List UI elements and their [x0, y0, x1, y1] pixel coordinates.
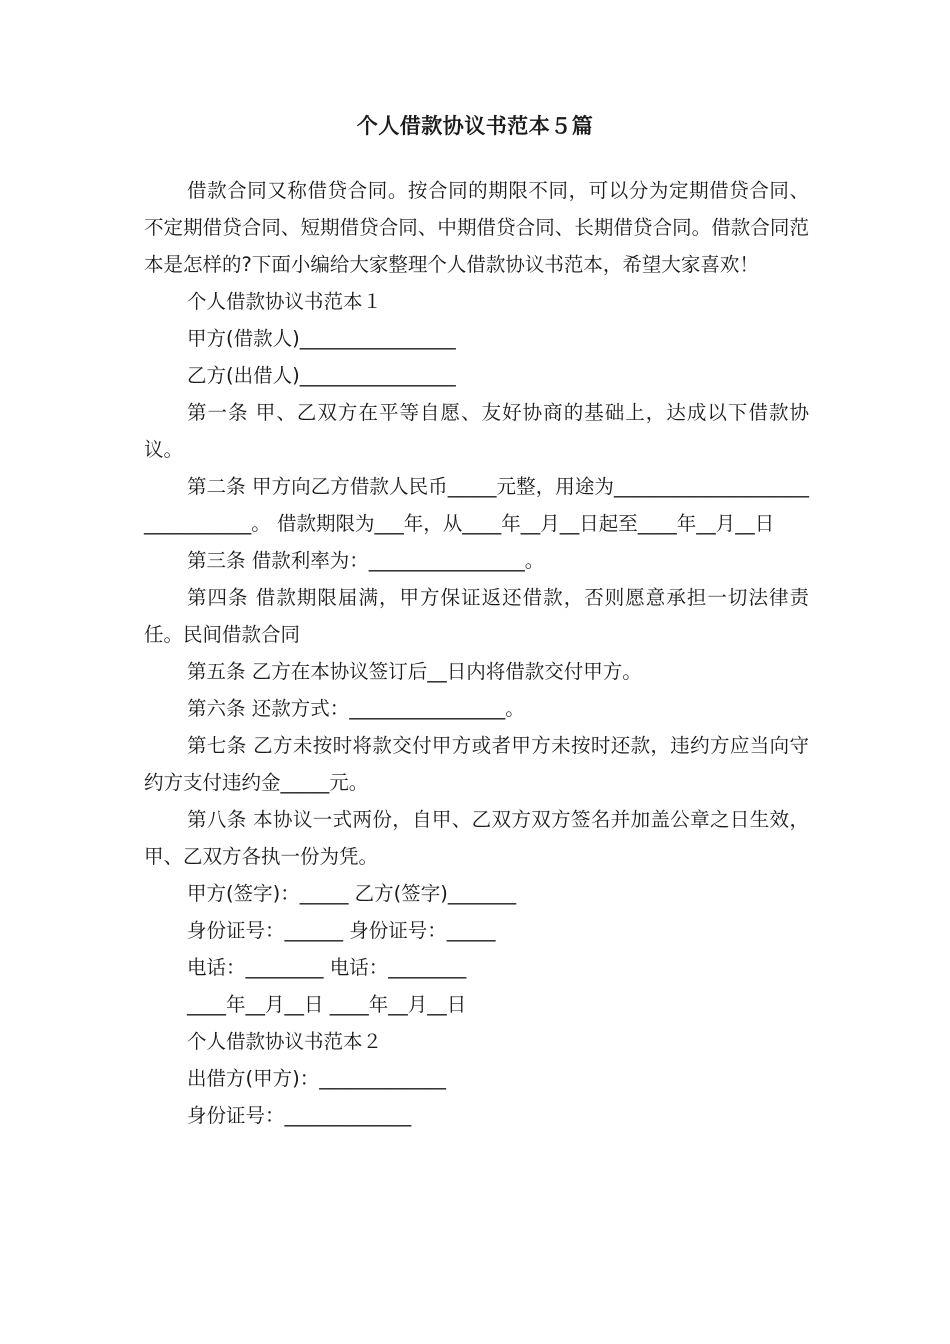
article-8: 第八条 本协议一式两份，自甲、乙双方双方签名并加盖公章之日生效，甲、乙双方各执一份为凭。	[144, 808, 809, 868]
article-3: 第三条 借款利率为：________________。	[187, 549, 545, 572]
article-7: 第七条 乙方未按时将款交付甲方或者甲方未按时还款，违约方应当向守约方支付违约金_____元。	[144, 734, 809, 794]
article-6: 第六条 还款方式：________________。	[187, 697, 525, 720]
phone-line: 电话：________ 电话：________	[187, 956, 467, 979]
party-a-borrower-line: 甲方(借款人)________________	[187, 327, 456, 350]
date-line: ____年__月__日 ____年__月__日	[187, 993, 467, 1016]
signature-line: 甲方(签字)：_____ 乙方(签字)_______	[187, 882, 517, 905]
article-5: 第五条 乙方在本协议签订后__日内将借款交付甲方。	[187, 660, 642, 683]
lender-id-number-line: 身份证号：_____________	[187, 1104, 412, 1127]
document-title: 个人借款协议书范本５篇	[356, 114, 594, 138]
document-body	[144, 172, 809, 1134]
lender-party-a-line: 出借方(甲方)：_____________	[187, 1067, 446, 1090]
section-heading-sample-2: 个人借款协议书范本２	[187, 1030, 383, 1053]
article-4: 第四条 借款期限届满，甲方保证返还借款，否则愿意承担一切法律责任。民间借款合同	[144, 586, 809, 646]
article-1: 第一条 甲、乙双方在平等自愿、友好协商的基础上，达成以下借款协议。	[144, 401, 809, 461]
section-heading-sample-1: 个人借款协议书范本１	[187, 290, 383, 313]
article-2: 第二条 甲方向乙方借款人民币_____元整，用途为_______________________________。 借款期限为___年，从____年__月__日起至____年__月__日	[144, 475, 809, 535]
party-b-lender-line: 乙方(出借人)________________	[187, 364, 456, 387]
id-number-line: 身份证号：______ 身份证号：_____	[187, 919, 496, 942]
intro-paragraph: 借款合同又称借贷合同。按合同的期限不同，可以分为定期借贷合同、不定期借贷合同、短期借贷合同、中期借贷合同、长期借贷合同。借款合同范本是怎样的?下面小编给大家整理个人借款协议书范本，希望大家喜欢！	[144, 179, 809, 276]
